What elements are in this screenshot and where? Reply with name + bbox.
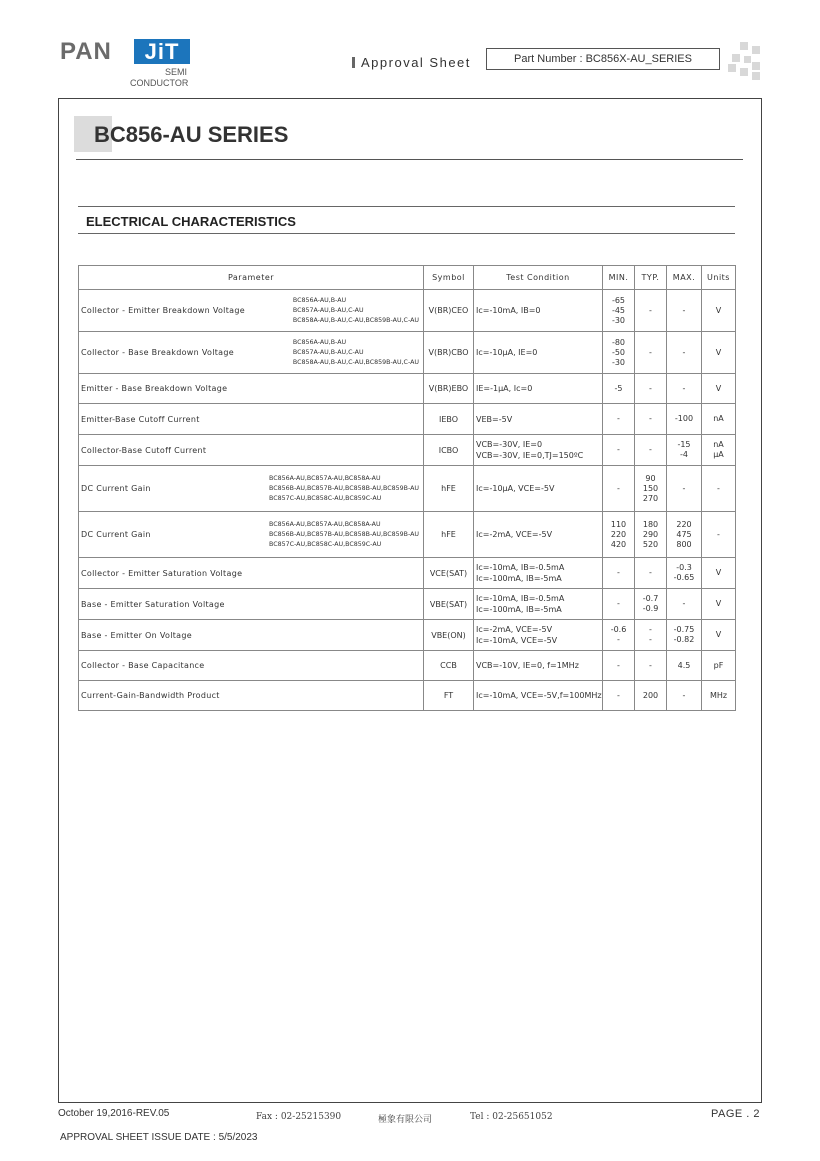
typ-line: - <box>649 568 652 577</box>
unit-line: V <box>715 305 722 315</box>
unit-line: V <box>715 630 722 639</box>
parameter-wrap <box>81 446 421 455</box>
min-line: 110 <box>610 519 627 529</box>
typ-line: - <box>649 660 652 670</box>
parameter-wrap <box>81 338 421 368</box>
parameter-wrap <box>81 661 421 670</box>
unit-cell <box>702 290 736 332</box>
max-line: - <box>682 599 686 608</box>
logo-jit-text: JiT <box>134 39 190 64</box>
min-line: -80 <box>611 337 626 347</box>
typ-cell <box>635 681 667 711</box>
typ-line: 90 <box>645 473 656 483</box>
table-row <box>79 332 736 374</box>
condition-cell <box>474 651 603 681</box>
header-typ: TYP. <box>635 266 667 290</box>
parameter-name: Collector - Base Breakdown Voltage <box>81 348 234 357</box>
condition-line: VEB=-5V <box>476 414 513 424</box>
min-line: - <box>617 483 620 493</box>
max-cell <box>667 558 702 589</box>
symbol-cell: VBE(ON) <box>424 620 474 651</box>
condition-line: VCB=-30V, IE=0 <box>476 440 543 449</box>
condition-line: VCB=-30V, IE=0,TJ=150ºC <box>476 451 584 460</box>
header-symbol: Symbol <box>424 266 474 290</box>
max-cell <box>667 681 702 711</box>
symbol-cell: V(BR)EBO <box>424 374 474 404</box>
parameter-cell <box>79 681 424 711</box>
parameter-wrap <box>81 691 421 700</box>
condition-line: Ic=-100mA, IB=-5mA <box>476 574 562 583</box>
max-line: 4.5 <box>677 660 691 670</box>
max-line: -100 <box>674 414 694 423</box>
parameter-name: DC Current Gain <box>81 530 151 539</box>
max-cell <box>667 651 702 681</box>
logo-semi-text: SEMI <box>165 67 188 77</box>
parameter-name: Collector-Base Cutoff Current <box>81 445 207 455</box>
symbol-cell: hFE <box>424 512 474 558</box>
min-cell <box>603 290 635 332</box>
typ-cell <box>635 466 667 512</box>
min-cell <box>603 589 635 620</box>
max-cell <box>667 620 702 651</box>
unit-cell <box>702 651 736 681</box>
min-cell <box>603 374 635 404</box>
condition-line: Ic=-2mA, VCE=-5V <box>476 530 553 539</box>
condition-line: Ic=-10mA, VCE=-5V,f=100MHz <box>476 691 602 700</box>
max-cell <box>667 435 702 466</box>
min-line: -45 <box>611 305 626 315</box>
typ-line: - <box>649 625 652 634</box>
typ-cell <box>635 620 667 651</box>
max-cell <box>667 589 702 620</box>
condition-line: Ic=-10µA, IE=0 <box>476 348 538 357</box>
table-row <box>79 466 736 512</box>
typ-line: -0.9 <box>642 604 659 613</box>
table-row <box>79 435 736 466</box>
symbol-cell: VBE(SAT) <box>424 589 474 620</box>
symbol-cell: IEBO <box>424 404 474 435</box>
symbol-cell: V(BR)CBO <box>424 332 474 374</box>
condition-line: Ic=-100mA, IB=-5mA <box>476 605 562 614</box>
table-row <box>79 290 736 332</box>
max-line: -0.3 <box>676 563 692 572</box>
part-number-box: Part Number : BC856X-AU_SERIES <box>486 48 720 70</box>
parameter-name: Emitter - Base Breakdown Voltage <box>81 384 228 393</box>
condition-cell <box>474 681 603 711</box>
condition-cell <box>474 404 603 435</box>
parameter-wrap <box>81 474 421 504</box>
typ-line: - <box>649 414 652 423</box>
min-line: -50 <box>611 347 626 357</box>
max-cell <box>667 466 702 512</box>
typ-line: 200 <box>642 690 659 700</box>
parameter-name: Emitter-Base Cutoff Current <box>81 414 200 424</box>
section-rule-top <box>78 206 735 207</box>
footer-tel: Tel : 02-25651052 <box>470 1112 553 1122</box>
unit-line: MHz <box>709 690 728 700</box>
device-line: BC858A-AU,B-AU,C-AU,BC859B-AU,C-AU <box>292 316 419 324</box>
min-line: - <box>617 445 620 454</box>
symbol-cell: ICBO <box>424 435 474 466</box>
footer-company: 極象有限公司 <box>378 1115 433 1125</box>
typ-line: -0.7 <box>642 594 659 603</box>
footer-page-number: PAGE . 2 <box>711 1108 761 1120</box>
unit-cell <box>702 681 736 711</box>
parameter-cell <box>79 512 424 558</box>
header-max: MAX. <box>667 266 702 290</box>
unit-line: - <box>717 483 720 493</box>
page-title: BC856-AU SERIES <box>94 122 289 147</box>
device-list <box>269 474 421 504</box>
device-list <box>293 338 421 368</box>
unit-line: V <box>715 599 722 608</box>
table-header-row <box>79 266 736 290</box>
parameter-cell <box>79 374 424 404</box>
condition-cell <box>474 620 603 651</box>
parameter-cell <box>79 435 424 466</box>
table-row <box>79 374 736 404</box>
unit-line: nA <box>713 440 724 449</box>
device-line: BC857C-AU,BC858C-AU,BC859C-AU <box>269 494 382 502</box>
condition-line: Ic=-10µA, VCE=-5V <box>476 484 555 493</box>
max-cell <box>667 512 702 558</box>
condition-cell <box>474 435 603 466</box>
max-cell <box>667 332 702 374</box>
max-line: - <box>682 347 686 357</box>
symbol-cell: CCB <box>424 651 474 681</box>
device-line: BC856A-AU,BC857A-AU,BC858A-AU <box>269 520 381 528</box>
min-cell <box>603 512 635 558</box>
header-test-condition: Test Condition <box>474 266 603 290</box>
typ-line: 180 <box>642 519 659 529</box>
condition-line: IE=-1µA, Ic=0 <box>476 384 533 393</box>
unit-cell <box>702 374 736 404</box>
unit-cell <box>702 332 736 374</box>
device-line: BC857A-AU,B-AU,C-AU <box>292 306 364 314</box>
condition-line: Ic=-2mA, VCE=-5V <box>476 625 553 634</box>
condition-line: Ic=-10mA, IB=-0.5mA <box>476 563 565 572</box>
typ-cell <box>635 290 667 332</box>
parameter-wrap <box>81 384 421 393</box>
parameter-cell <box>79 290 424 332</box>
max-cell <box>667 290 702 332</box>
table-row <box>79 651 736 681</box>
condition-cell <box>474 558 603 589</box>
electrical-characteristics-table <box>78 265 736 711</box>
min-cell <box>603 620 635 651</box>
max-cell <box>667 374 702 404</box>
parameter-cell <box>79 620 424 651</box>
unit-line: V <box>715 568 722 577</box>
max-line: -15 <box>677 440 691 449</box>
typ-cell <box>635 651 667 681</box>
max-cell <box>667 404 702 435</box>
max-line: -4 <box>680 450 688 459</box>
condition-cell <box>474 466 603 512</box>
parameter-wrap <box>81 520 421 550</box>
typ-line: 290 <box>642 529 659 539</box>
min-cell <box>603 435 635 466</box>
min-line: - <box>617 599 620 608</box>
typ-cell <box>635 435 667 466</box>
footer-issue-date: APPROVAL SHEET ISSUE DATE : 5/5/2023 <box>60 1132 258 1143</box>
max-line: - <box>682 483 686 493</box>
decorative-squares-icon <box>728 42 764 80</box>
condition-line: VCB=-10V, IE=0, f=1MHz <box>476 661 579 670</box>
condition-line: Ic=-10mA, IB=0 <box>476 306 541 315</box>
unit-line: V <box>715 347 722 357</box>
min-line: 420 <box>610 539 627 549</box>
parameter-wrap <box>81 415 421 424</box>
table-row <box>79 558 736 589</box>
header-min: MIN. <box>603 266 635 290</box>
device-line: BC857A-AU,B-AU,C-AU <box>292 348 364 356</box>
min-line: -30 <box>611 315 626 325</box>
title-rule <box>76 159 743 160</box>
table-row <box>79 589 736 620</box>
typ-line: - <box>649 347 652 357</box>
symbol-cell: FT <box>424 681 474 711</box>
max-line: - <box>682 305 686 315</box>
device-line: BC856A-AU,B-AU <box>292 296 347 304</box>
max-line: 220 <box>676 519 692 529</box>
condition-cell <box>474 290 603 332</box>
header-parameter: Parameter <box>79 266 424 290</box>
condition-cell <box>474 512 603 558</box>
parameter-name: DC Current Gain <box>81 484 151 493</box>
typ-cell <box>635 589 667 620</box>
parameter-cell <box>79 332 424 374</box>
condition-line: Ic=-10mA, IB=-0.5mA <box>476 594 565 603</box>
parameter-name: Collector - Emitter Breakdown Voltage <box>81 306 245 315</box>
parameter-name: Base - Emitter On Voltage <box>81 630 192 640</box>
footer-date: October 19,2016-REV.05 <box>58 1108 170 1119</box>
symbol-cell: VCE(SAT) <box>424 558 474 589</box>
typ-cell <box>635 332 667 374</box>
typ-line: 270 <box>642 493 659 503</box>
section-rule-bottom <box>78 233 735 234</box>
min-line: -0.6 <box>610 625 627 634</box>
logo-pan-text: PAN <box>60 38 112 65</box>
min-cell <box>603 404 635 435</box>
max-line: - <box>682 383 686 393</box>
device-line: BC856A-AU,BC857A-AU,BC858A-AU <box>269 474 381 482</box>
unit-cell <box>702 558 736 589</box>
device-list <box>293 296 421 326</box>
table-row <box>79 404 736 435</box>
device-line: BC856A-AU,B-AU <box>292 338 347 346</box>
unit-line: µA <box>713 450 724 459</box>
typ-cell <box>635 374 667 404</box>
max-line: 475 <box>676 529 692 539</box>
min-line: 220 <box>610 529 627 539</box>
device-line: BC858A-AU,B-AU,C-AU,BC859B-AU,C-AU <box>292 358 419 366</box>
table-row <box>79 512 736 558</box>
min-cell <box>603 332 635 374</box>
device-line: BC856B-AU,BC857B-AU,BC858B-AU,BC859B-AU <box>269 484 419 492</box>
typ-cell <box>635 404 667 435</box>
min-cell <box>603 651 635 681</box>
max-line: 800 <box>676 539 692 549</box>
condition-cell <box>474 589 603 620</box>
typ-line: 520 <box>642 539 659 549</box>
logo-conductor-text: CONDUCTOR <box>130 78 189 88</box>
unit-cell <box>702 620 736 651</box>
unit-line: - <box>717 529 720 539</box>
max-line: -0.65 <box>673 573 695 582</box>
header-units: Units <box>702 266 736 290</box>
condition-line: Ic=-10mA, VCE=-5V <box>476 636 558 645</box>
typ-cell <box>635 558 667 589</box>
parameter-name: Base - Emitter Saturation Voltage <box>81 599 225 609</box>
approval-sheet-label: Approval Sheet <box>352 55 471 70</box>
min-cell <box>603 681 635 711</box>
footer-fax: Fax : 02-25215390 <box>256 1112 342 1122</box>
bar-marker-icon <box>352 57 355 68</box>
parameter-wrap <box>81 600 421 609</box>
max-line: -0.75 <box>673 625 695 634</box>
parameter-cell <box>79 558 424 589</box>
max-line: - <box>682 690 686 700</box>
typ-line: - <box>649 445 652 454</box>
parameter-wrap <box>81 569 421 578</box>
min-line: - <box>617 635 620 644</box>
unit-line: pF <box>713 660 724 670</box>
parameter-name: Current-Gain-Bandwidth Product <box>81 691 220 700</box>
device-line: BC856B-AU,BC857B-AU,BC858B-AU,BC859B-AU <box>269 530 419 538</box>
unit-cell <box>702 589 736 620</box>
parameter-cell <box>79 651 424 681</box>
unit-cell <box>702 435 736 466</box>
parameter-wrap <box>81 631 421 640</box>
min-cell <box>603 558 635 589</box>
section-title: ELECTRICAL CHARACTERISTICS <box>86 214 296 229</box>
typ-line: - <box>649 383 652 393</box>
parameter-cell <box>79 404 424 435</box>
min-line: -5 <box>614 383 623 393</box>
typ-line: - <box>649 635 652 644</box>
condition-cell <box>474 374 603 404</box>
parameter-name: Collector - Base Capacitance <box>81 661 205 670</box>
unit-line: nA <box>713 414 724 423</box>
symbol-cell: hFE <box>424 466 474 512</box>
symbol-cell: V(BR)CEO <box>424 290 474 332</box>
min-line: -30 <box>611 357 626 367</box>
unit-line: V <box>715 383 722 393</box>
min-line: - <box>617 660 620 670</box>
min-cell <box>603 466 635 512</box>
parameter-cell <box>79 466 424 512</box>
min-line: - <box>617 568 620 577</box>
parameter-cell <box>79 589 424 620</box>
min-line: - <box>617 690 620 700</box>
unit-cell <box>702 466 736 512</box>
typ-line: 150 <box>642 483 659 493</box>
device-line: BC857C-AU,BC858C-AU,BC859C-AU <box>269 540 382 548</box>
unit-cell <box>702 404 736 435</box>
table-row <box>79 620 736 651</box>
typ-cell <box>635 512 667 558</box>
typ-line: - <box>649 305 652 315</box>
max-line: -0.82 <box>673 635 695 644</box>
unit-cell <box>702 512 736 558</box>
condition-cell <box>474 332 603 374</box>
table-row <box>79 681 736 711</box>
parameter-name: Collector - Emitter Saturation Voltage <box>81 568 243 578</box>
min-line: - <box>617 414 620 423</box>
parameter-wrap <box>81 296 421 326</box>
device-list <box>269 520 421 550</box>
min-line: -65 <box>611 295 626 305</box>
